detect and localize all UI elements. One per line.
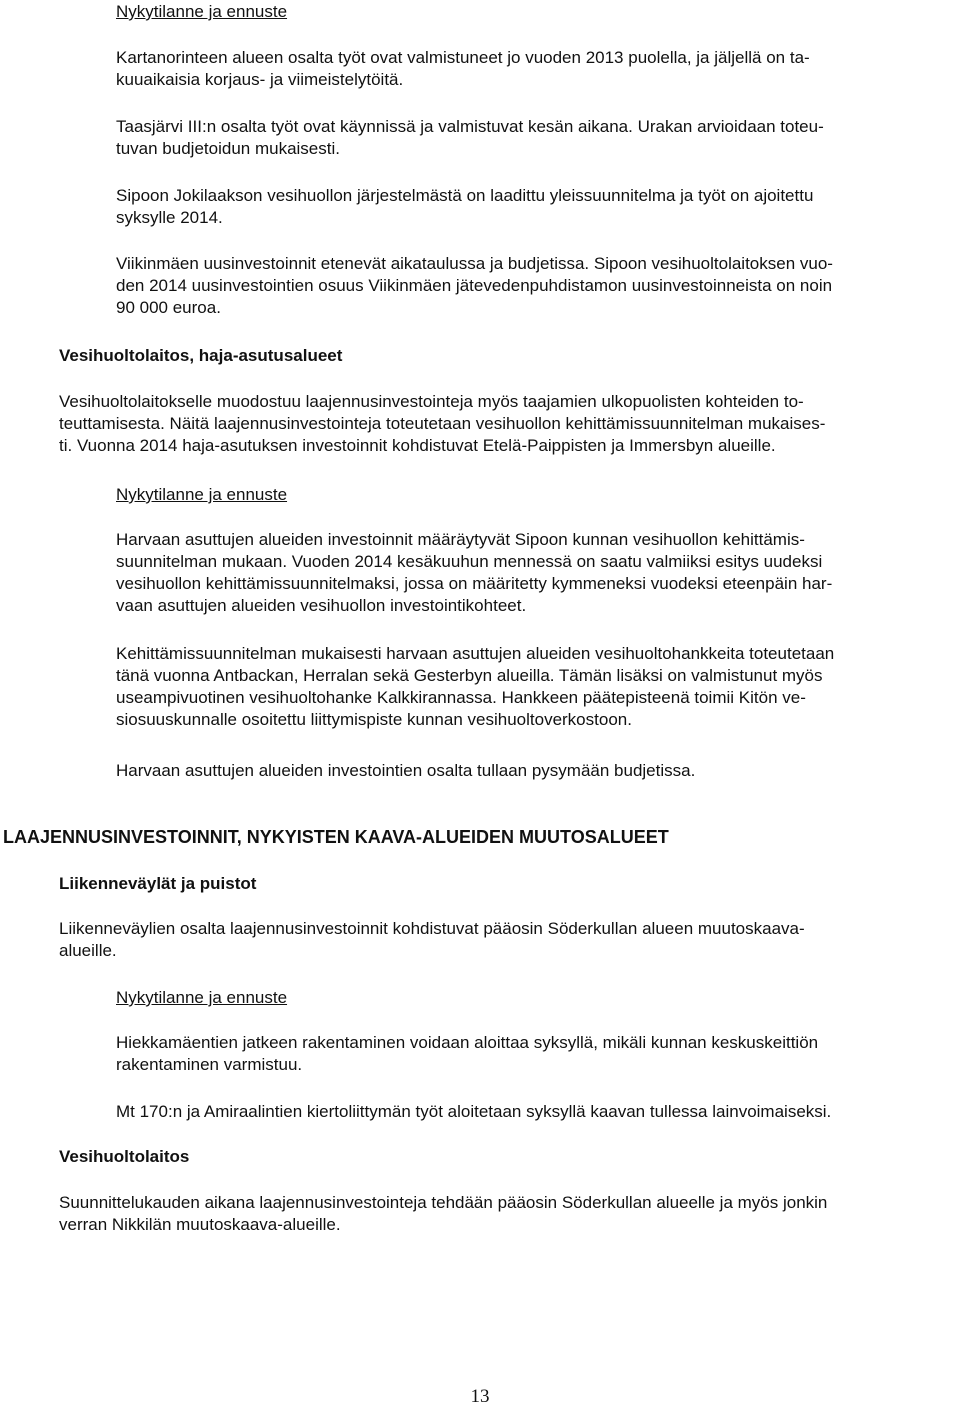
- paragraph-kehittamissuunnitelma: Kehittämissuunnitelman mukaisesti harvaan asuttujen alueiden vesihuoltohankkeita toteutetaan tänä vuonna Antbackan, Herralan sekä Gesterbyn alueilla. Tämän lisäksi on valmistunut myös useampivuotinen vesihuoltohanke Kalkkirannassa. Hankkeen päätepisteenä toimii Kitön ve- siosuuskunnalle osoitettu liittymispiste kunnan vesihuoltoverkostoon.: [116, 644, 835, 729]
- paragraph-viikinmaki: Viikinmäen uusinvestoinnit etenevät aikataulussa ja budjetissa. Sipoon vesihuoltolaitoksen vuo- den 2014 uusinvestointien osuus Viikinmäen jätevedenpuhdistamon uusinvestoinneista on noin 90 000 euroa.: [116, 254, 833, 317]
- heading-vesihuoltolaitos: Vesihuoltolaitos: [59, 1147, 190, 1166]
- subheading-nykytilanne-ja-ennuste: Nykytilanne ja ennuste: [116, 988, 288, 1007]
- subheading-nykytilanne-ja-ennuste: Nykytilanne ja ennuste: [116, 485, 288, 504]
- paragraph-hiekkamaentie: Hiekkamäentien jatkeen rakentaminen voidaan aloittaa syksyllä, mikäli kunnan keskuskeittiön rakentaminen varmistuu.: [116, 1033, 819, 1074]
- heading-liikennevaylat-ja-puistot: Liikenneväylät ja puistot: [59, 874, 257, 893]
- paragraph-jokilaakso: Sipoon Jokilaakson vesihuollon järjestelmästä on laadittu yleissuunnitelma ja työt on ajoitettu syksylle 2014.: [116, 186, 814, 227]
- subheading-nykytilanne-ja-ennuste: Nykytilanne ja ennuste: [116, 2, 288, 21]
- section-heading-laajennusinvestoinnit: LAAJENNUSINVESTOINNIT, NYKYISTEN KAAVA-ALUEIDEN MUUTOSALUEET: [3, 827, 669, 847]
- paragraph-taasjarvi: Taasjärvi III:n osalta työt ovat käynnissä ja valmistuvat kesän aikana. Urakan arvioidaan toteu- tuvan budjetoidun mukaisesti.: [116, 117, 824, 158]
- paragraph-suunnittelukausi: Suunnittelukauden aikana laajennusinvestointeja tehdään pääosin Söderkullan alueelle ja myös jonkin verran Nikkilän muutoskaava-alueille.: [59, 1193, 828, 1234]
- paragraph-liikennevaylat: Liikenneväylien osalta laajennusinvestoinnit kohdistuvat pääosin Söderkullan alueen muutoskaava- alueille.: [59, 919, 805, 960]
- paragraph-kartanorinne: Kartanorinteen alueen osalta työt ovat valmistuneet jo vuoden 2013 puolella, ja jäljellä on ta- kuuaikaisia korjaus- ja viimeistelytöitä.: [116, 48, 810, 89]
- paragraph-haja-asutus-laajennus: Vesihuoltolaitokselle muodostuu laajennusinvestointeja myös taajamien ulkopuolisten kohteiden to- teuttamisesta. Näitä laajennusinvestointeja toteutetaan vesihuollon kehittämissuunnitelman mukaises- ti. Vuonna 2014 haja-asutuksen investoinnit kohdistuvat Etelä-Paippisten ja Immersbyn alueille.: [59, 392, 826, 455]
- heading-vesihuoltolaitos-haja-asutusalueet: Vesihuoltolaitos, haja-asutusalueet: [59, 346, 343, 365]
- page-number: 13: [470, 1386, 490, 1407]
- paragraph-kiertoliittyma: Mt 170:n ja Amiraalintien kiertoliittymän työt aloitetaan syksyllä kaavan tullessa lainvoimaiseksi.: [116, 1102, 832, 1121]
- paragraph-budjetti: Harvaan asuttujen alueiden investointien osalta tullaan pysymään budjetissa.: [116, 761, 696, 780]
- paragraph-harvaan-asutut-investoinnit: Harvaan asuttujen alueiden investoinnit määräytyvät Sipoon kunnan vesihuollon kehittämis- suunnitelman mukaan. Vuoden 2014 kesäkuuhun mennessä on saatu valmiiksi esitys uudeksi vesihuollon kehittämissuunnitelmaksi, jossa on määritetty kymmeneksi vuodeksi eteenpäin har- vaan asuttujen alueiden vesihuollon investointikohteet.: [116, 530, 833, 615]
